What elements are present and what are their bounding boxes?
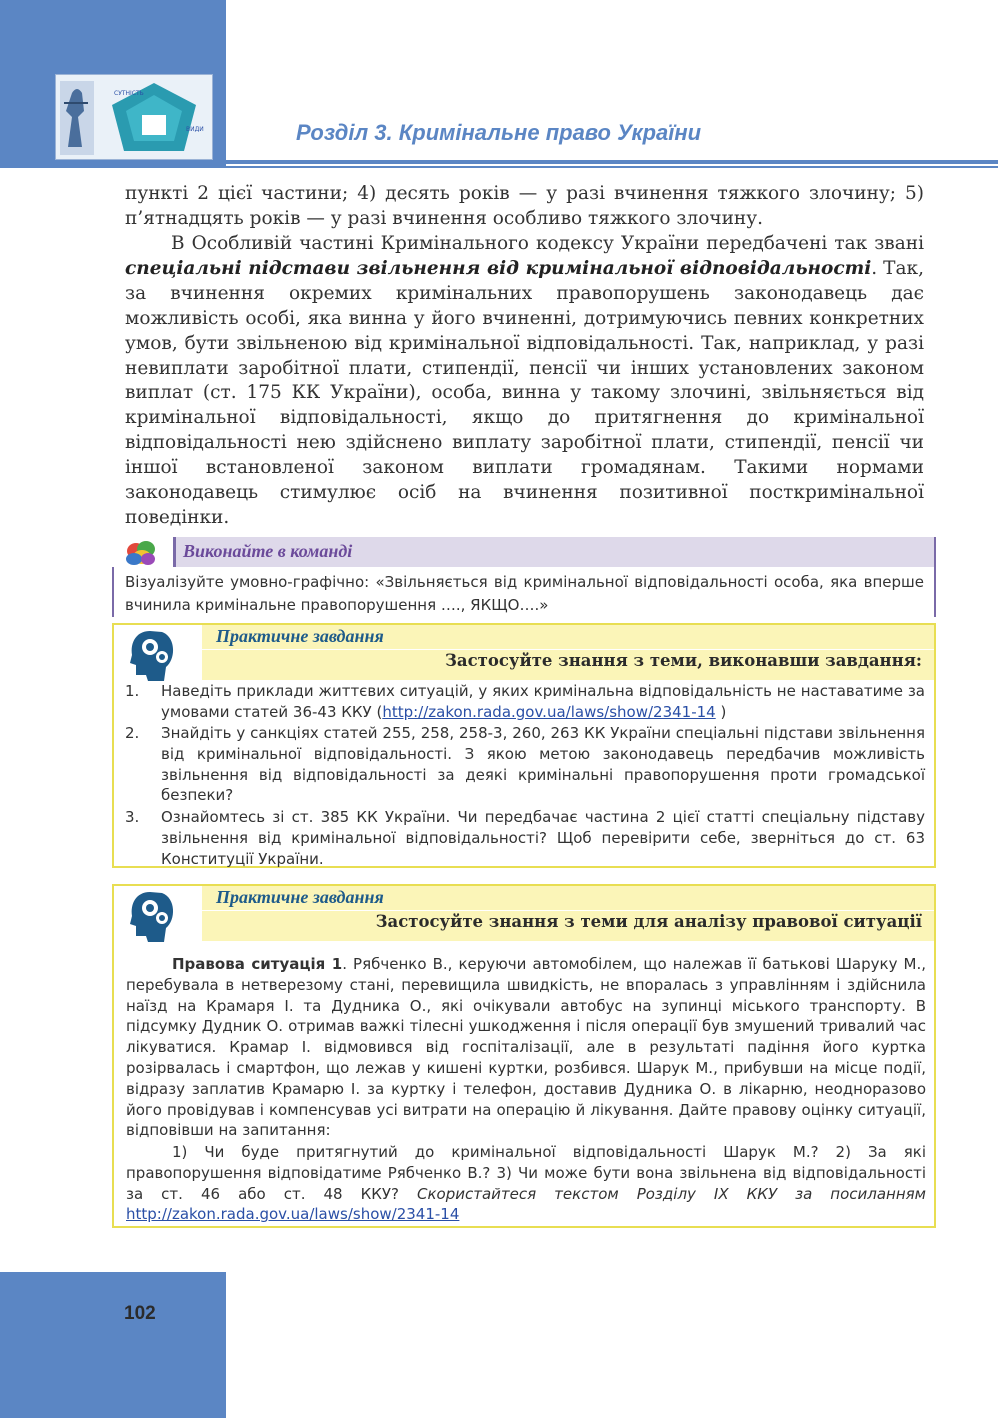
list-item-tail: ) — [715, 702, 727, 721]
head-gears-icon — [128, 888, 178, 944]
team-task-box — [112, 537, 936, 617]
team-task-text: Візуалізуйте умовно-графічно: «Звільняється від кримінальної відповідальності особа, яка вперше вчинила кримінальне правопорушення …., ЯКЩО….» — [125, 573, 924, 614]
practical-task-2-subtitle: Застосуйте знання з теми для аналізу правової ситуації — [375, 912, 922, 931]
list-item-text: Знайдіть у санкціях статей 255, 258, 258-3, 260, 263 КК України спеціальні підстави звільнення від кримінальної відповідальності. З якою метою законодавець передбачив можливість звільнення від відповідальності за деякі кримінальні правопорушення проти громадської безпеки? — [161, 724, 925, 805]
list-item-number: 3. — [125, 808, 140, 826]
header-rule-thin — [226, 166, 998, 168]
law-link[interactable]: http://zakon.rada.gov.ua/laws/show/2341-14 — [126, 1205, 460, 1224]
header-rule — [226, 160, 998, 164]
legal-case-questions — [126, 1142, 926, 1225]
legal-case-label: Правова ситуація 1 — [172, 955, 343, 973]
legal-case-body: . Рябченко В., керуючи автомобілем, що належав її батькові Шаруку М., перебувала в нетверезому стані, перевищила швидкість, не впоралась з управлінням і здійснила наїзд на Крамаря І. та Дудника О., які очікували автобус на зупинці міського транспорту. В підсумку Дудник О. отримав важкі тілесні ушкодження і після операції був змушений тривалий час лікуватися. Крамар І. відмовився від госпіталізації, але в результаті падіння його куртка розірвалась і смартфон, що лежав у кишені куртки, розбився. Шарук М., прибувши на місце події, відразу заплатив Крамарю І. за куртку і телефон, доставив Дудника О. в лікарню, неодноразово його провідував і компенсував усі витрати на операцію й лікування. Дайте правову оцінку ситуації, відповівши на запитання: — [126, 955, 927, 1140]
chapter-title: Розділ 3. Кримінальне право України — [296, 120, 702, 145]
chapter-logo-image — [55, 74, 213, 160]
paragraph-1: пункті 2 цієї частини; 4) десять років — у разі вчинення тяжкого злочину; 5) п’ятнадцять років — у разі вчинення особливо тяжкого злочину. — [125, 183, 924, 229]
list-item-body: Наведіть приклади життєвих ситуацій, у яких кримінальна відповідальність не наставатиме за умовами статей 36-43 ККУ ( — [161, 682, 925, 721]
legal-case-text — [126, 954, 926, 1141]
practical-task-1-box — [112, 623, 936, 868]
special-grounds-term: спеціальні підстави звільнення від кримінальної відповідальності — [125, 257, 872, 279]
page-number: 102 — [124, 1303, 156, 1324]
paragraph-2 — [125, 232, 924, 531]
questions-text: 1) Чи буде притягнутий до кримінальної відповідальності Шарук М.? 2) За які правопорушення відповідатиме Рябченко В.? 3) Чи може бути вона звільнена від відповідальності за ст. 46 або ст. 48 ККУ? — [126, 1143, 926, 1203]
team-hands-icon — [124, 539, 158, 567]
practical-task-2-box — [112, 884, 936, 1228]
paragraph-2-end: . Так, за вчинення окремих кримінальних правопорушень законодавець дає можливість особі, яка винна у його вчиненні, дотримуючись певних конкретних умов, бути звільненою від кримінальної відповідальності. Так, наприклад, у разі невиплати заробітної плати, стипендії, пенсії чи інших установлених законом виплат (ст. 175 КК України), особа, винна у такому злочині, звільняється від кримінальної відповідальності, якщо до притягнення до кримінальної відповідальності нею здійснено виплату заробітної плати, стипендії, пенсії чи іншої встановленої законом виплати громадянам. Такими нормами законодавець стимулює осіб на вчинення позитивної посткримінальної поведінки. — [125, 257, 924, 528]
list-item-text — [161, 681, 925, 723]
list-item-text: Ознайомтесь зі ст. 385 КК України. Чи передбачає частина 2 цієї статті спеціальну підставу звільнення від кримінальної відповідальності? Щоб перевірити себе, зверніться до ст. 63 Конституції України. — [161, 808, 925, 868]
head-gears-icon — [128, 627, 178, 683]
hint-text: Скористайтеся текстом Розділу ІХ ККУ за посиланням — [417, 1184, 927, 1203]
practical-task-1-title: Практичне завдання — [216, 626, 384, 646]
footer-sidebar-band — [0, 1272, 226, 1418]
law-link[interactable]: http://zakon.rada.gov.ua/laws/show/2341-14 — [382, 702, 716, 721]
paragraph-2-start: В Особливій частині Кримінального кодексу України передбачені так звані — [171, 233, 924, 254]
svg-text:ВИДИ: ВИДИ — [186, 126, 204, 133]
list-item-number: 1. — [125, 682, 140, 700]
practical-task-1-subtitle: Застосуйте знання з теми, виконавши завдання: — [444, 651, 922, 670]
list-item-number: 2. — [125, 724, 140, 742]
svg-text:СУТНІСТЬ: СУТНІСТЬ — [114, 90, 144, 97]
team-task-title: Виконайте в команді — [183, 541, 353, 561]
practical-task-2-title: Практичне завдання — [216, 887, 384, 907]
